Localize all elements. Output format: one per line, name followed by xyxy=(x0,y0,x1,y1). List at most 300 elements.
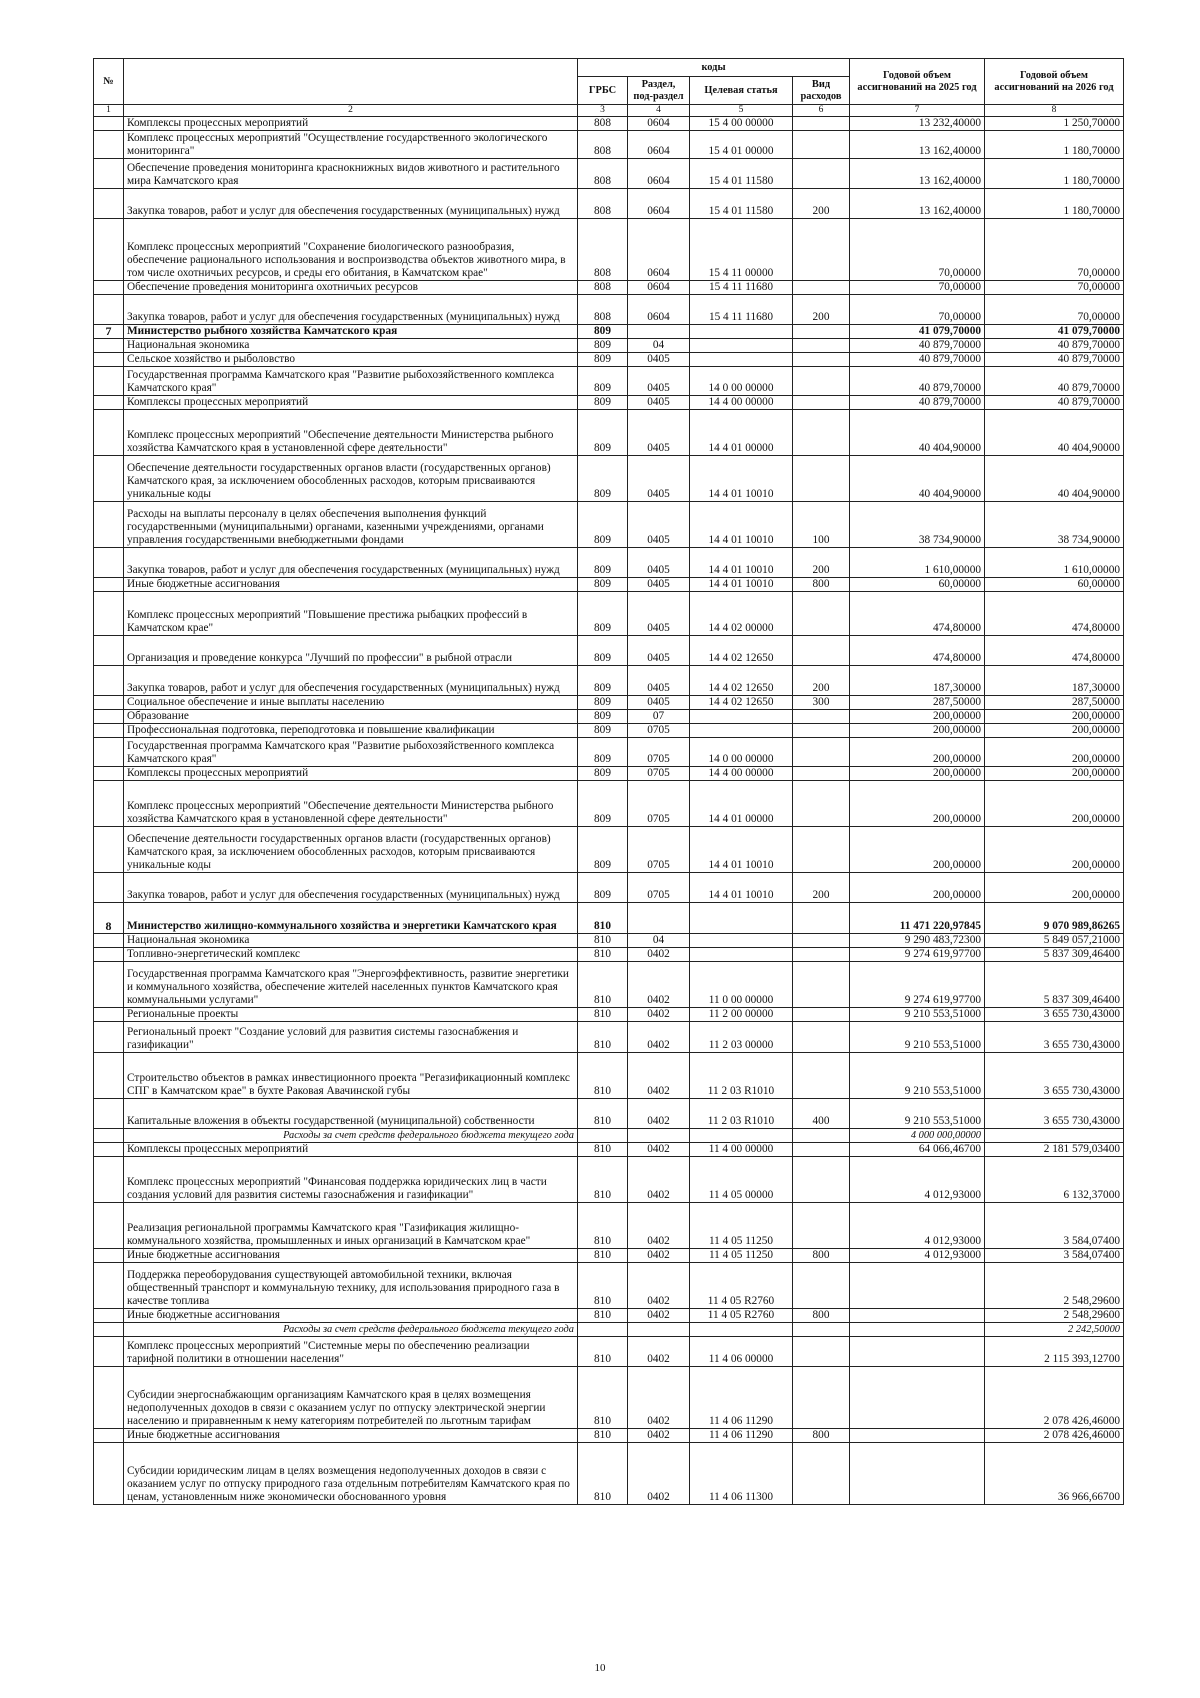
row-grbs: 810 xyxy=(578,1157,628,1203)
row-razdel: 0402 xyxy=(628,1203,690,1249)
row-celevaya: 11 4 05 11250 xyxy=(690,1249,793,1263)
row-vid xyxy=(793,724,850,738)
row-amount-2025: 1 610,00000 xyxy=(850,548,985,578)
row-razdel: 0705 xyxy=(628,873,690,903)
row-name: Государственная программа Камчатского края "Развитие рыбохозяйственного комплекса Камчатского края" xyxy=(124,738,578,767)
row-amount-2025: 11 471 220,97845 xyxy=(850,903,985,934)
table-row xyxy=(94,873,1124,903)
row-number xyxy=(94,710,124,724)
row-celevaya: 14 4 00 00000 xyxy=(690,767,793,781)
header-2025: Годовой объем ассигнований на 2025 год xyxy=(850,59,985,105)
row-grbs: 810 xyxy=(578,1022,628,1053)
row-amount-2026: 36 966,66700 xyxy=(985,1443,1124,1505)
table-row xyxy=(94,962,1124,1008)
row-vid xyxy=(793,1008,850,1022)
row-razdel: 0405 xyxy=(628,353,690,367)
row-amount-2026: 40 879,70000 xyxy=(985,353,1124,367)
row-number xyxy=(94,189,124,219)
row-grbs: 808 xyxy=(578,159,628,189)
row-number: 7 xyxy=(94,325,124,339)
row-vid xyxy=(793,903,850,934)
row-razdel: 0705 xyxy=(628,724,690,738)
row-amount-2026: 3 655 730,43000 xyxy=(985,1099,1124,1129)
row-name: Организация и проведение конкурса "Лучший по профессии" в рыбной отрасли xyxy=(124,636,578,666)
row-vid xyxy=(793,159,850,189)
row-name: Комплекс процессных мероприятий "Финансовая поддержка юридических лиц в части создания условий для развития системы газоснабжения и газификации" xyxy=(124,1157,578,1203)
budget-table xyxy=(93,58,1124,1505)
row-amount-2025 xyxy=(850,1367,985,1429)
row-amount-2025: 200,00000 xyxy=(850,873,985,903)
row-vid xyxy=(793,948,850,962)
row-amount-2026: 2 181 579,03400 xyxy=(985,1143,1124,1157)
row-razdel: 0405 xyxy=(628,666,690,696)
row-amount-2026: 2 548,29600 xyxy=(985,1309,1124,1323)
row-razdel: 0402 xyxy=(628,1143,690,1157)
row-grbs: 808 xyxy=(578,219,628,281)
row-razdel: 0402 xyxy=(628,1337,690,1367)
row-celevaya xyxy=(690,339,793,353)
row-amount-2025: 9 210 553,51000 xyxy=(850,1022,985,1053)
row-vid xyxy=(793,1143,850,1157)
row-vid xyxy=(793,219,850,281)
colnum-5: 5 xyxy=(690,105,793,117)
row-razdel xyxy=(628,325,690,339)
row-amount-2025: 187,30000 xyxy=(850,666,985,696)
row-celevaya: 14 4 02 00000 xyxy=(690,592,793,636)
row-amount-2025: 40 404,90000 xyxy=(850,410,985,456)
row-amount-2025: 200,00000 xyxy=(850,724,985,738)
row-grbs: 809 xyxy=(578,367,628,396)
row-vid xyxy=(793,410,850,456)
row-name: Комплекс процессных мероприятий "Обеспечение деятельности Министерства рыбного хозяйства Камчатского края в установленной сфере деятельности" xyxy=(124,410,578,456)
row-number xyxy=(94,295,124,325)
row-name: Капитальные вложения в объекты государственной (муниципальной) собственности xyxy=(124,1099,578,1129)
row-celevaya: 11 4 06 11290 xyxy=(690,1367,793,1429)
row-number xyxy=(94,159,124,189)
row-grbs: 810 xyxy=(578,1249,628,1263)
row-amount-2026: 40 404,90000 xyxy=(985,456,1124,502)
row-celevaya: 15 4 01 00000 xyxy=(690,131,793,159)
row-vid xyxy=(793,1022,850,1053)
row-razdel: 0402 xyxy=(628,1022,690,1053)
row-razdel xyxy=(628,903,690,934)
row-amount-2025: 200,00000 xyxy=(850,827,985,873)
row-number xyxy=(94,339,124,353)
row-razdel: 0405 xyxy=(628,367,690,396)
table-row xyxy=(94,1367,1124,1429)
row-razdel: 0405 xyxy=(628,578,690,592)
row-amount-2026 xyxy=(985,1129,1124,1143)
row-razdel: 0402 xyxy=(628,1157,690,1203)
row-amount-2025 xyxy=(850,1443,985,1505)
row-razdel: 0402 xyxy=(628,1367,690,1429)
row-vid xyxy=(793,934,850,948)
row-name: Региональные проекты xyxy=(124,1008,578,1022)
table-row xyxy=(94,1263,1124,1309)
row-vid xyxy=(793,1129,850,1143)
row-celevaya: 11 2 00 00000 xyxy=(690,1008,793,1022)
row-number xyxy=(94,1429,124,1443)
row-amount-2025: 70,00000 xyxy=(850,219,985,281)
row-celevaya: 11 4 05 11250 xyxy=(690,1203,793,1249)
row-amount-2026: 3 584,07400 xyxy=(985,1203,1124,1249)
row-amount-2026: 1 250,70000 xyxy=(985,117,1124,131)
row-number xyxy=(94,117,124,131)
row-amount-2025: 200,00000 xyxy=(850,767,985,781)
row-number xyxy=(94,873,124,903)
row-grbs: 809 xyxy=(578,724,628,738)
table-row xyxy=(94,159,1124,189)
row-number xyxy=(94,1022,124,1053)
row-amount-2026: 200,00000 xyxy=(985,724,1124,738)
row-grbs: 809 xyxy=(578,339,628,353)
row-vid: 400 xyxy=(793,1099,850,1129)
row-amount-2026: 6 132,37000 xyxy=(985,1157,1124,1203)
row-name: Образование xyxy=(124,710,578,724)
row-number xyxy=(94,767,124,781)
row-grbs: 810 xyxy=(578,962,628,1008)
row-vid xyxy=(793,1263,850,1309)
row-amount-2026: 60,00000 xyxy=(985,578,1124,592)
row-grbs: 809 xyxy=(578,592,628,636)
row-number xyxy=(94,548,124,578)
table-row xyxy=(94,738,1124,767)
table-row xyxy=(94,281,1124,295)
row-vid xyxy=(793,592,850,636)
row-amount-2025: 9 274 619,97700 xyxy=(850,962,985,1008)
row-grbs: 810 xyxy=(578,1309,628,1323)
row-amount-2026: 70,00000 xyxy=(985,281,1124,295)
row-vid xyxy=(793,396,850,410)
row-amount-2026: 2 115 393,12700 xyxy=(985,1337,1124,1367)
row-amount-2025: 40 879,70000 xyxy=(850,339,985,353)
column-number-row xyxy=(94,105,1124,117)
row-number xyxy=(94,827,124,873)
row-number xyxy=(94,1099,124,1129)
row-number xyxy=(94,1263,124,1309)
row-number xyxy=(94,1143,124,1157)
row-name: Государственная программа Камчатского края "Энергоэффективность, развитие энергетики и коммунального хозяйства, обеспечение жителей населенных пунктов Камчатского края коммунальными услугами" xyxy=(124,962,578,1008)
table-row xyxy=(94,636,1124,666)
row-celevaya xyxy=(690,325,793,339)
row-name: Закупка товаров, работ и услуг для обеспечения государственных (муниципальных) нужд xyxy=(124,295,578,325)
row-razdel: 0705 xyxy=(628,738,690,767)
row-vid: 200 xyxy=(793,873,850,903)
table-row xyxy=(94,724,1124,738)
row-amount-2025: 38 734,90000 xyxy=(850,502,985,548)
row-amount-2025: 9 210 553,51000 xyxy=(850,1099,985,1129)
row-name: Обеспечение проведения мониторинга охотничьих ресурсов xyxy=(124,281,578,295)
row-vid: 200 xyxy=(793,295,850,325)
row-razdel: 0604 xyxy=(628,131,690,159)
table-row xyxy=(94,219,1124,281)
table-row xyxy=(94,903,1124,934)
row-number xyxy=(94,1157,124,1203)
row-razdel: 0405 xyxy=(628,410,690,456)
row-grbs: 810 xyxy=(578,1443,628,1505)
row-razdel: 0604 xyxy=(628,117,690,131)
row-amount-2025: 40 404,90000 xyxy=(850,456,985,502)
row-razdel xyxy=(628,1129,690,1143)
header-row-1 xyxy=(94,59,1124,77)
row-vid: 200 xyxy=(793,548,850,578)
row-grbs: 810 xyxy=(578,1099,628,1129)
row-grbs: 810 xyxy=(578,1053,628,1099)
row-razdel: 0705 xyxy=(628,781,690,827)
table-row xyxy=(94,295,1124,325)
header-codes: коды xyxy=(578,59,850,77)
row-number xyxy=(94,934,124,948)
row-number xyxy=(94,636,124,666)
row-razdel: 0604 xyxy=(628,189,690,219)
row-vid xyxy=(793,117,850,131)
row-celevaya: 14 4 02 12650 xyxy=(690,696,793,710)
table-row xyxy=(94,1429,1124,1443)
row-amount-2026: 200,00000 xyxy=(985,827,1124,873)
row-amount-2025 xyxy=(850,1323,985,1337)
row-number xyxy=(94,367,124,396)
row-celevaya: 14 0 00 00000 xyxy=(690,738,793,767)
row-amount-2025: 13 162,40000 xyxy=(850,131,985,159)
row-grbs: 808 xyxy=(578,295,628,325)
row-razdel: 0405 xyxy=(628,696,690,710)
row-name: Субсидии юридическим лицам в целях возмещения недополученных доходов в связи с оказанием услуг по отпуску природного газа отдельным потребителям Камчатского края по ценам, установленным ниже экономически обоснованного уровня xyxy=(124,1443,578,1505)
table-note-row xyxy=(94,1323,1124,1337)
table-row xyxy=(94,353,1124,367)
row-celevaya: 11 4 05 R2760 xyxy=(690,1263,793,1309)
row-razdel: 0402 xyxy=(628,1309,690,1323)
row-grbs: 809 xyxy=(578,578,628,592)
row-razdel: 0402 xyxy=(628,1249,690,1263)
row-amount-2025: 9 210 553,51000 xyxy=(850,1053,985,1099)
row-amount-2025: 9 274 619,97700 xyxy=(850,948,985,962)
row-amount-2025: 41 079,70000 xyxy=(850,325,985,339)
row-amount-2026: 200,00000 xyxy=(985,710,1124,724)
row-vid xyxy=(793,636,850,666)
row-name: Иные бюджетные ассигнования xyxy=(124,1429,578,1443)
row-number xyxy=(94,666,124,696)
row-name: Обеспечение проведения мониторинга краснокнижных видов животного и растительного мира Камчатского края xyxy=(124,159,578,189)
row-number xyxy=(94,948,124,962)
row-number xyxy=(94,724,124,738)
row-razdel: 07 xyxy=(628,710,690,724)
header-celevaya: Целевая статья xyxy=(690,77,793,105)
row-razdel: 0402 xyxy=(628,1053,690,1099)
table-row xyxy=(94,131,1124,159)
row-grbs: 809 xyxy=(578,738,628,767)
row-number xyxy=(94,1053,124,1099)
row-name: Поддержка переоборудования существующей автомобильной техники, включая общественный транспорт и коммунальную технику, для использования природного газа в качестве топлива xyxy=(124,1263,578,1309)
row-razdel: 0402 xyxy=(628,1429,690,1443)
table-row xyxy=(94,1337,1124,1367)
row-grbs xyxy=(578,1323,628,1337)
row-grbs: 810 xyxy=(578,1008,628,1022)
table-note-row xyxy=(94,1129,1124,1143)
row-celevaya: 14 4 02 12650 xyxy=(690,666,793,696)
row-number xyxy=(94,456,124,502)
colnum-4: 4 xyxy=(628,105,690,117)
row-grbs: 808 xyxy=(578,117,628,131)
row-name: Строительство объектов в рамках инвестиционного проекта "Регазификационный комплекс СПГ в Камчатском крае" в бухте Раковая Авачинской губы xyxy=(124,1053,578,1099)
table-row xyxy=(94,189,1124,219)
row-name: Обеспечение деятельности государственных органов власти (государственных органов) Камчатского края, за исключением обособленных расходов, которым присваиваются уникальные коды xyxy=(124,827,578,873)
row-name: Закупка товаров, работ и услуг для обеспечения государственных (муниципальных) нужд xyxy=(124,666,578,696)
table-row xyxy=(94,827,1124,873)
row-name: Реализация региональной программы Камчатского края "Газификация жилищно-коммунального хозяйства, промышленных и иных организаций в Камчатском крае" xyxy=(124,1203,578,1249)
row-amount-2026: 3 655 730,43000 xyxy=(985,1022,1124,1053)
row-amount-2026: 1 180,70000 xyxy=(985,131,1124,159)
colnum-3: 3 xyxy=(578,105,628,117)
row-celevaya: 11 2 03 R1010 xyxy=(690,1099,793,1129)
budget-table-sheet xyxy=(93,58,1123,1505)
row-razdel: 0405 xyxy=(628,592,690,636)
table-row xyxy=(94,1008,1124,1022)
row-amount-2026: 1 180,70000 xyxy=(985,189,1124,219)
row-amount-2026: 474,80000 xyxy=(985,636,1124,666)
row-number xyxy=(94,592,124,636)
row-celevaya: 14 4 01 10010 xyxy=(690,456,793,502)
row-grbs: 810 xyxy=(578,1367,628,1429)
row-razdel: 0402 xyxy=(628,1008,690,1022)
row-amount-2026: 5 849 057,21000 xyxy=(985,934,1124,948)
row-grbs: 810 xyxy=(578,1203,628,1249)
row-amount-2025: 474,80000 xyxy=(850,636,985,666)
row-number xyxy=(94,696,124,710)
row-amount-2025 xyxy=(850,1429,985,1443)
row-amount-2025: 9 290 483,72300 xyxy=(850,934,985,948)
table-row xyxy=(94,1053,1124,1099)
row-name: Субсидии энергоснабжающим организациям Камчатского края в целях возмещения недополученных доходов в связи с оказанием услуг по отпуску электрической энергии населению и приравненным к нему категориям потребителей по льготным тарифам xyxy=(124,1367,578,1429)
table-row xyxy=(94,1309,1124,1323)
row-amount-2026: 1 610,00000 xyxy=(985,548,1124,578)
row-amount-2026: 200,00000 xyxy=(985,767,1124,781)
row-celevaya xyxy=(690,934,793,948)
row-name: Иные бюджетные ассигнования xyxy=(124,1309,578,1323)
header-vid: Вид расходов xyxy=(793,77,850,105)
row-amount-2025: 40 879,70000 xyxy=(850,396,985,410)
row-celevaya: 11 0 00 00000 xyxy=(690,962,793,1008)
row-grbs: 808 xyxy=(578,281,628,295)
row-vid xyxy=(793,367,850,396)
table-row xyxy=(94,592,1124,636)
row-grbs: 809 xyxy=(578,396,628,410)
row-name: Обеспечение деятельности государственных органов власти (государственных органов) Камчатского края, за исключением обособленных расходов, которым присваиваются уникальные коды xyxy=(124,456,578,502)
row-vid xyxy=(793,325,850,339)
row-grbs: 808 xyxy=(578,189,628,219)
row-amount-2025 xyxy=(850,1337,985,1367)
row-number: 8 xyxy=(94,903,124,934)
row-grbs: 809 xyxy=(578,781,628,827)
row-grbs: 809 xyxy=(578,767,628,781)
row-amount-2025 xyxy=(850,1263,985,1309)
colnum-6: 6 xyxy=(793,105,850,117)
header-2026: Годовой объем ассигнований на 2026 год xyxy=(985,59,1124,105)
row-grbs: 809 xyxy=(578,325,628,339)
header-razdel: Раздел, под-раздел xyxy=(628,77,690,105)
row-celevaya: 15 4 11 11680 xyxy=(690,295,793,325)
row-amount-2025: 60,00000 xyxy=(850,578,985,592)
row-celevaya xyxy=(690,903,793,934)
table-row xyxy=(94,934,1124,948)
table-row xyxy=(94,710,1124,724)
row-amount-2025: 70,00000 xyxy=(850,281,985,295)
row-vid xyxy=(793,353,850,367)
table-row xyxy=(94,1203,1124,1249)
row-amount-2025: 70,00000 xyxy=(850,295,985,325)
row-number xyxy=(94,1337,124,1367)
row-amount-2026: 1 180,70000 xyxy=(985,159,1124,189)
table-row xyxy=(94,339,1124,353)
table-row xyxy=(94,767,1124,781)
row-vid: 200 xyxy=(793,189,850,219)
row-grbs: 809 xyxy=(578,710,628,724)
row-vid xyxy=(793,1323,850,1337)
row-vid xyxy=(793,1053,850,1099)
row-name: Министерство жилищно-коммунального хозяйства и энергетики Камчатского края xyxy=(124,903,578,934)
header-name xyxy=(124,59,578,105)
row-celevaya: 14 4 02 12650 xyxy=(690,636,793,666)
row-razdel: 0604 xyxy=(628,219,690,281)
row-vid: 800 xyxy=(793,1429,850,1443)
row-celevaya: 14 4 01 10010 xyxy=(690,578,793,592)
row-number xyxy=(94,1309,124,1323)
row-celevaya: 14 4 01 10010 xyxy=(690,548,793,578)
row-razdel: 0402 xyxy=(628,1263,690,1309)
row-vid xyxy=(793,710,850,724)
table-row xyxy=(94,1099,1124,1129)
row-celevaya: 15 4 11 00000 xyxy=(690,219,793,281)
row-vid: 800 xyxy=(793,578,850,592)
row-vid xyxy=(793,456,850,502)
row-celevaya: 14 4 01 00000 xyxy=(690,781,793,827)
colnum-1: 1 xyxy=(94,105,124,117)
row-amount-2025: 4 012,93000 xyxy=(850,1249,985,1263)
row-name: Комплекс процессных мероприятий "Обеспечение деятельности Министерства рыбного хозяйства Камчатского края в установленной сфере деятельности" xyxy=(124,781,578,827)
row-vid xyxy=(793,1367,850,1429)
row-celevaya xyxy=(690,724,793,738)
row-grbs: 810 xyxy=(578,934,628,948)
row-grbs: 810 xyxy=(578,1143,628,1157)
row-name: Национальная экономика xyxy=(124,934,578,948)
row-name: Комплексы процессных мероприятий xyxy=(124,1143,578,1157)
row-number xyxy=(94,1367,124,1429)
row-razdel: 0405 xyxy=(628,456,690,502)
row-razdel: 0604 xyxy=(628,295,690,325)
row-amount-2025: 9 210 553,51000 xyxy=(850,1008,985,1022)
row-amount-2026: 41 079,70000 xyxy=(985,325,1124,339)
row-celevaya: 14 4 01 10010 xyxy=(690,873,793,903)
row-vid xyxy=(793,1443,850,1505)
row-amount-2026: 200,00000 xyxy=(985,873,1124,903)
row-number xyxy=(94,1443,124,1505)
row-celevaya: 14 0 00 00000 xyxy=(690,367,793,396)
row-vid xyxy=(793,962,850,1008)
row-grbs: 809 xyxy=(578,696,628,710)
table-row xyxy=(94,578,1124,592)
row-grbs: 809 xyxy=(578,666,628,696)
row-celevaya: 14 4 01 00000 xyxy=(690,410,793,456)
row-celevaya: 14 4 01 10010 xyxy=(690,827,793,873)
row-name: Комплексы процессных мероприятий xyxy=(124,396,578,410)
table-row xyxy=(94,696,1124,710)
row-number xyxy=(94,131,124,159)
row-name: Топливно-энергетический комплекс xyxy=(124,948,578,962)
row-celevaya: 11 4 06 00000 xyxy=(690,1337,793,1367)
row-amount-2026: 187,30000 xyxy=(985,666,1124,696)
row-name: Национальная экономика xyxy=(124,339,578,353)
row-vid: 800 xyxy=(793,1309,850,1323)
row-celevaya: 11 2 03 00000 xyxy=(690,1022,793,1053)
